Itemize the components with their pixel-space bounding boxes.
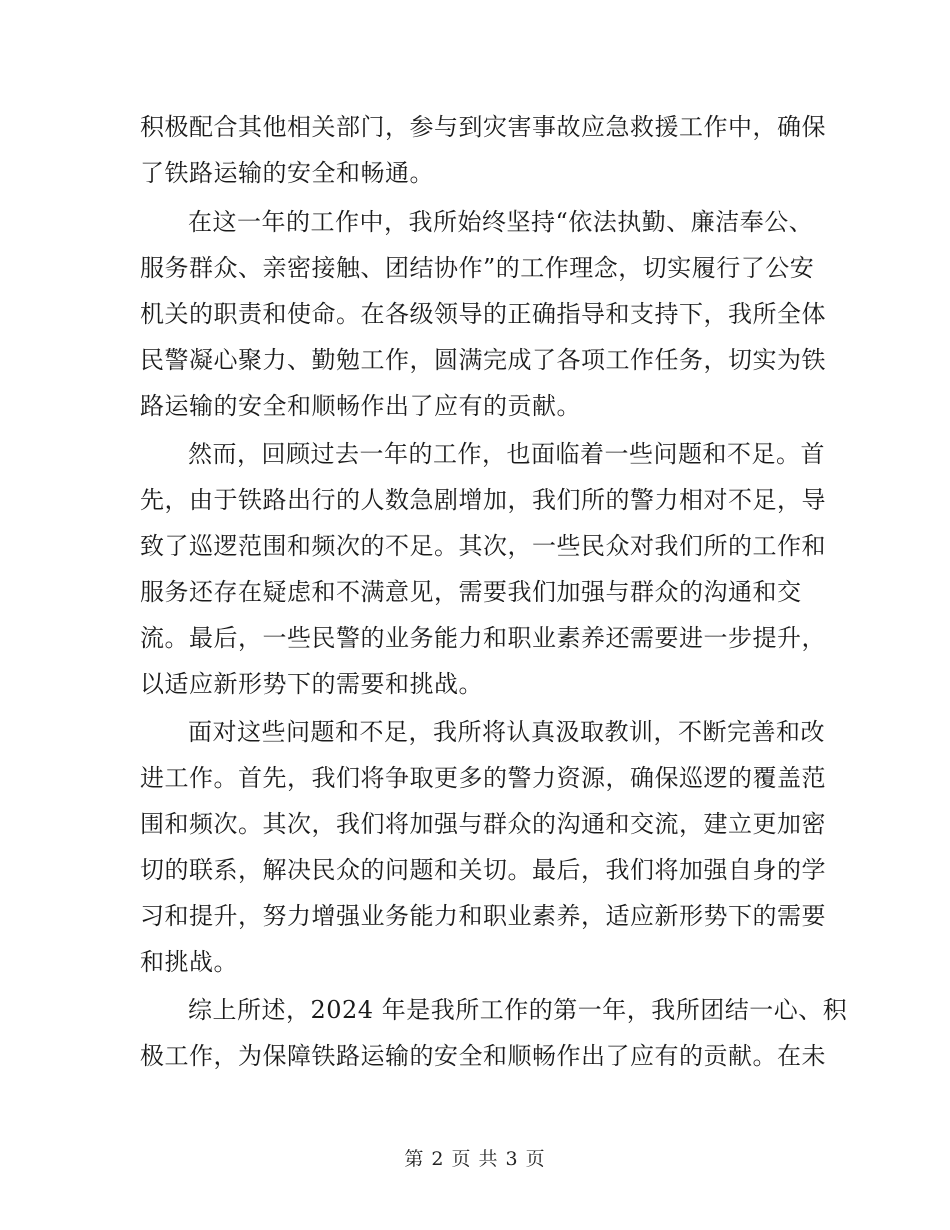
text-line: 进工作。首先，我们将争取更多的警力资源，确保巡逻的覆盖范 [140, 764, 826, 792]
text-line: 极工作，为保障铁路运输的安全和顺畅作出了应有的贡献。在未 [140, 1042, 826, 1070]
text-line: 民警凝心聚力、勤勉工作，圆满完成了各项工作任务，切实为铁 [140, 346, 826, 374]
text-line: 然而，回顾过去一年的工作，也面临着一些问题和不足。首 [188, 440, 825, 468]
text-line: 致了巡逻范围和频次的不足。其次，一些民众对我们所的工作和 [140, 532, 826, 560]
text-line: 切的联系，解决民众的问题和关切。最后，我们将加强自身的学 [140, 856, 826, 884]
text-line: 先，由于铁路出行的人数急剧增加，我们所的警力相对不足，导 [140, 486, 826, 514]
text-line: 综上所述，2024 年是我所工作的第一年，我所团结一心、积 [188, 996, 848, 1024]
text-line: 服务还存在疑虑和不满意见，需要我们加强与群众的沟通和交 [140, 578, 802, 606]
text-line: 围和频次。其次，我们将加强与群众的沟通和交流，建立更加密 [140, 810, 826, 838]
text-line: 流。最后，一些民警的业务能力和职业素养还需要进一步提升， [140, 624, 826, 652]
text-line: 以适应新形势下的需要和挑战。 [140, 670, 483, 698]
text-line: 面对这些问题和不足，我所将认真汲取教训，不断完善和改 [188, 718, 825, 746]
text-line: 习和提升，努力增强业务能力和职业素养，适应新形势下的需要 [140, 902, 826, 930]
text-line: 路运输的安全和顺畅作出了应有的贡献。 [140, 392, 581, 420]
text-line: 在这一年的工作中，我所始终坚持“依法执勤、廉洁奉公、 [188, 208, 814, 236]
page-number-footer: 第 2 页 共 3 页 [404, 1148, 546, 1170]
text-line: 了铁路运输的安全和畅通。 [140, 159, 434, 187]
text-line: 服务群众、亲密接触、团结协作”的工作理念，切实履行了公安 [140, 254, 815, 282]
text-line: 和挑战。 [140, 948, 238, 976]
text-line: 机关的职责和使命。在各级领导的正确指导和支持下，我所全体 [140, 300, 826, 328]
text-line: 积极配合其他相关部门，参与到灾害事故应急救援工作中，确保 [140, 113, 826, 141]
